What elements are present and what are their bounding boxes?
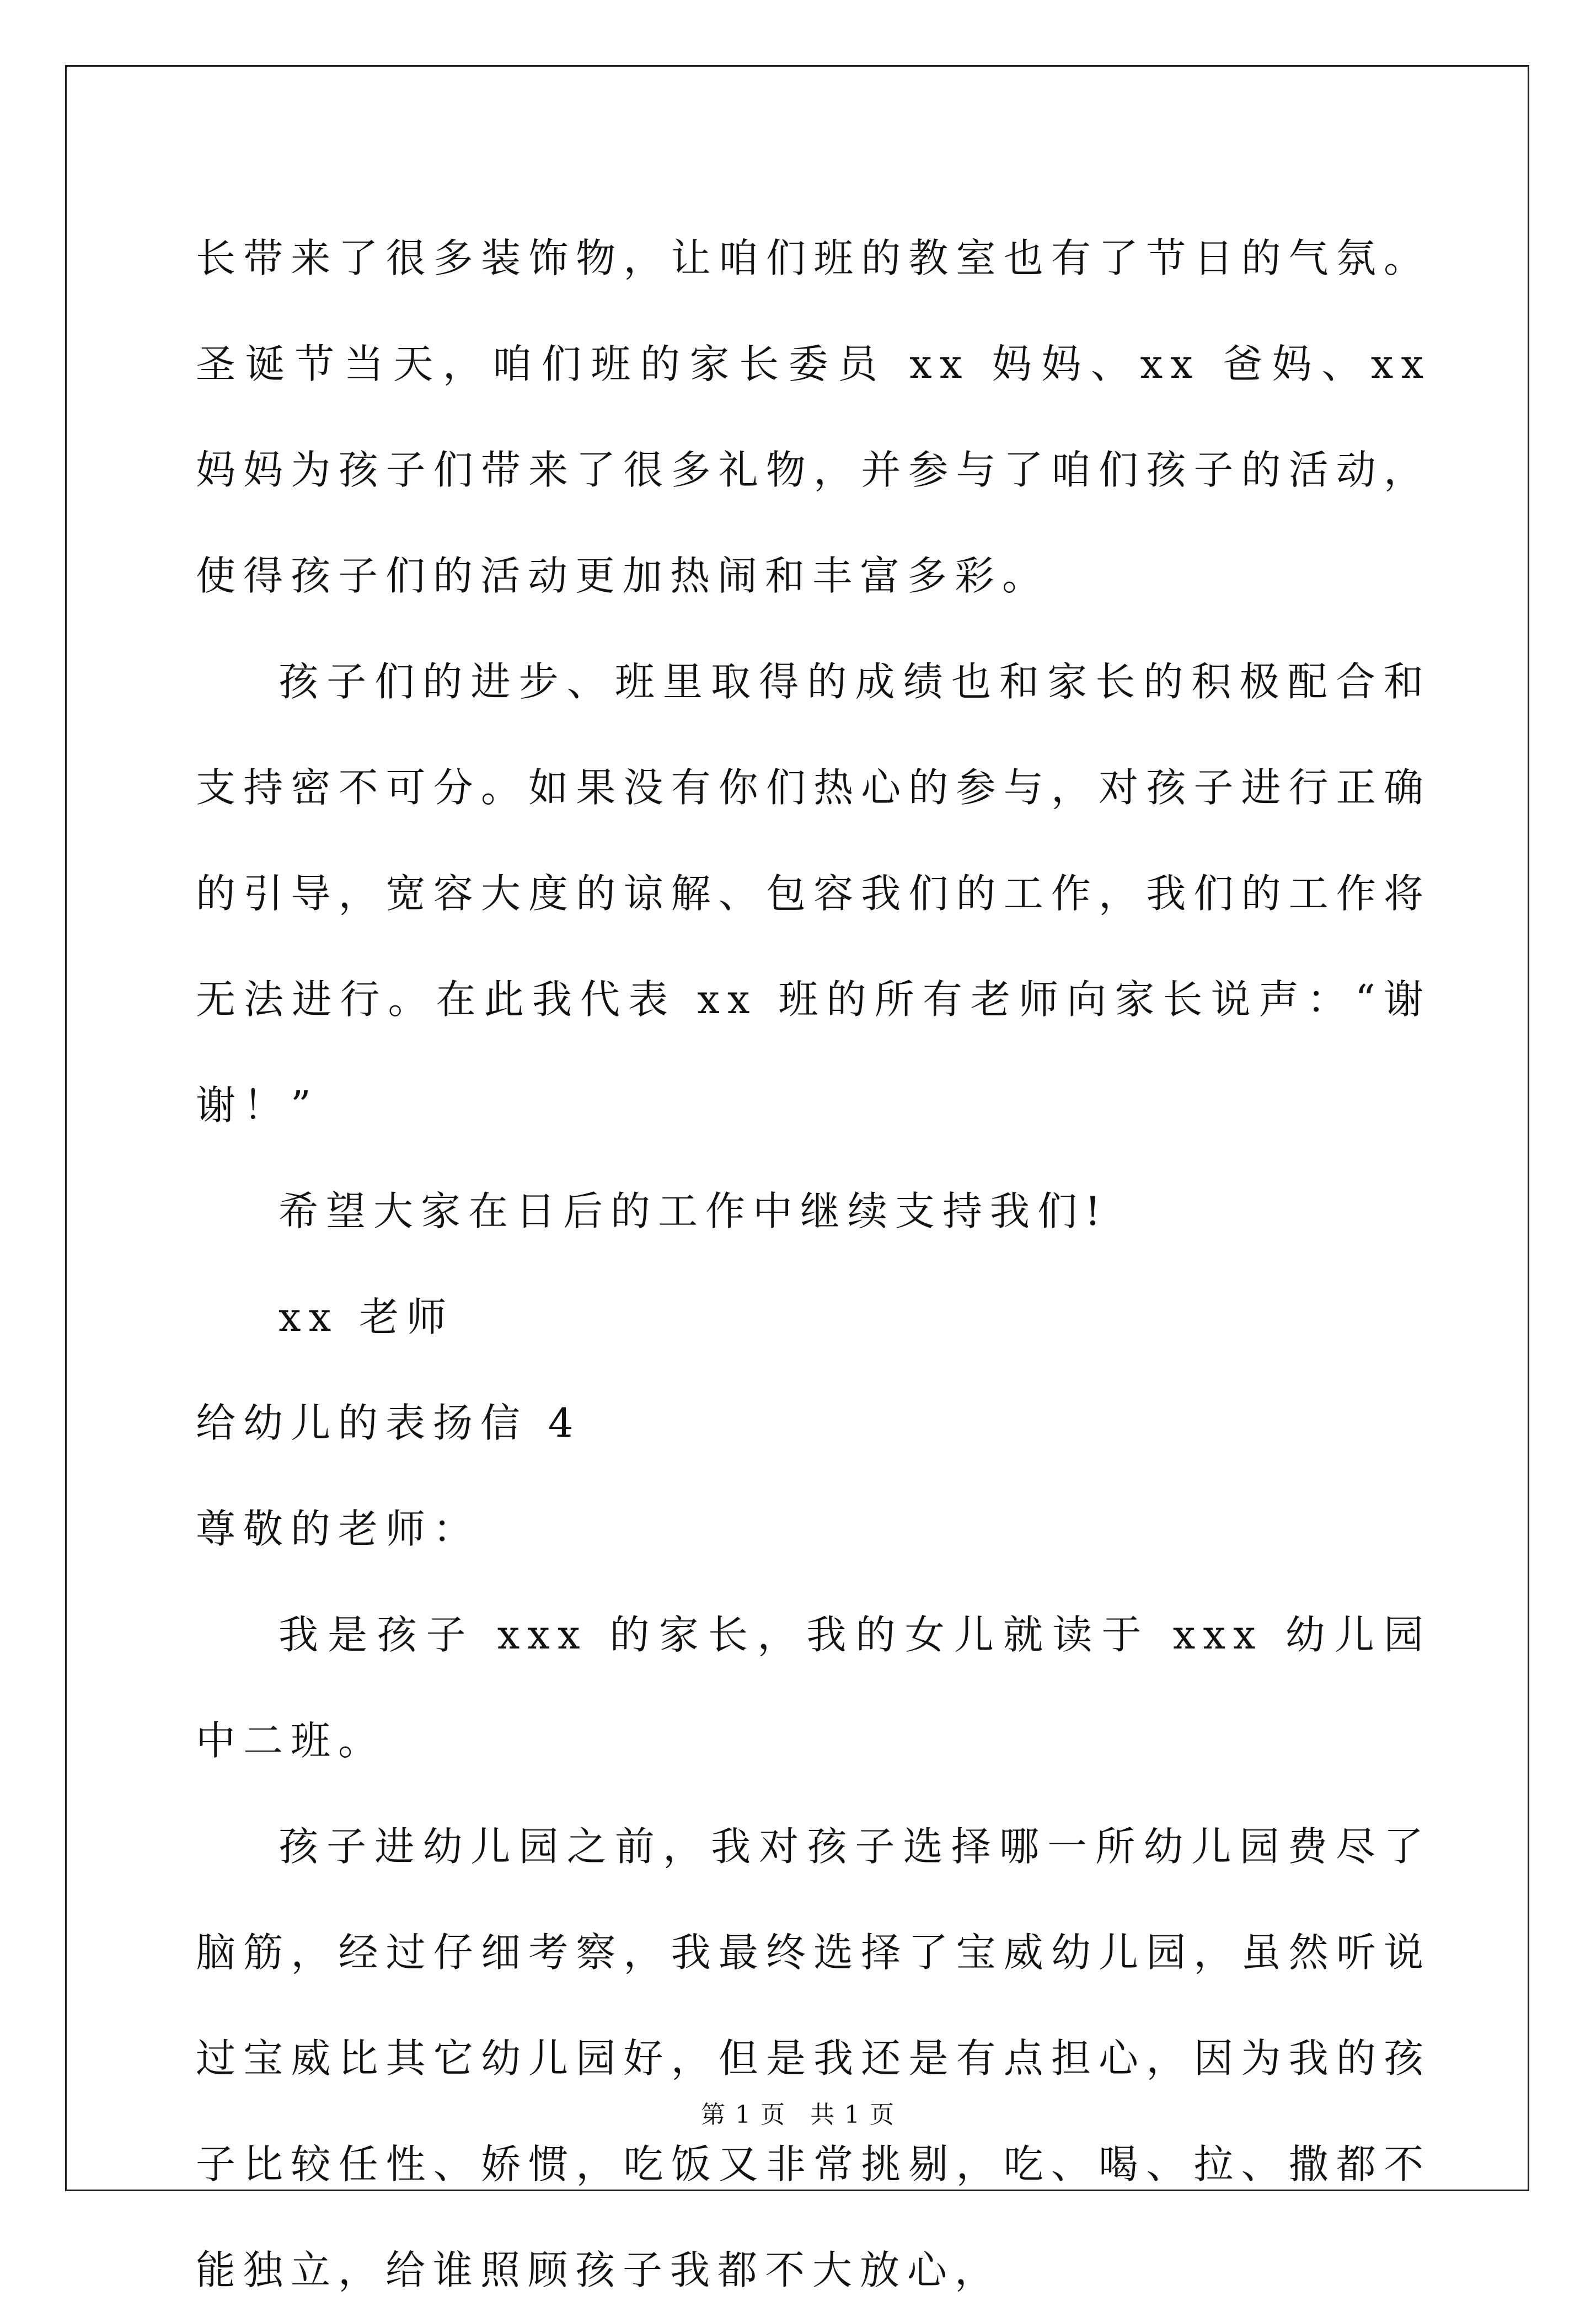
page-footer	[0, 2099, 1596, 2132]
paragraph: 我是孩子 xxx 的家长，我的女儿就读于 xxx 幼儿园中二班。	[196, 1612, 1431, 1764]
paragraph: 孩子们的进步、班里取得的成绩也和家长的积极配合和支持密不可分。如果没有你们热心的参与，对孩子进行正确的引导，宽容大度的谅解、包容我们的工作，我们的工作将无法进行。在此我代表 xx 班的所有老师向家长说声：“谢谢！”	[196, 659, 1431, 1128]
signature-line: xx 老师	[279, 1294, 454, 1340]
paragraph: 孩子进幼儿园之前，我对孩子选择哪一所幼儿园费尽了脑筋，经过仔细考察，我最终选择了宝威幼儿园，虽然听说过宝威比其它幼儿园好，但是我还是有点担心，因为我的孩子比较任性、娇惯，吃饭又非常挑剔，吃、喝、拉、撒都不能独立，给谁照顾孩子我都不大放心，	[196, 1823, 1431, 2293]
page-number: 第 1 页	[701, 2101, 786, 2129]
salutation: 尊敬的老师：	[196, 1506, 481, 1552]
paragraph: 长带来了很多装饰物，让咱们班的教室也有了节日的气氛。圣诞节当天，咱们班的家长委员 xx 妈妈、xx 爸妈、xx 妈妈为孩子们带来了很多礼物，并参与了咱们孩子的活动，使得孩子们的活动更加热闹和丰富多彩。	[196, 235, 1431, 599]
paragraph: 希望大家在日后的工作中继续支持我们!	[279, 1188, 1108, 1234]
page-total: 共 1 页	[810, 2101, 895, 2129]
document-body	[196, 205, 1431, 2323]
section-heading: 给幼儿的表扬信 4	[196, 1400, 581, 1446]
